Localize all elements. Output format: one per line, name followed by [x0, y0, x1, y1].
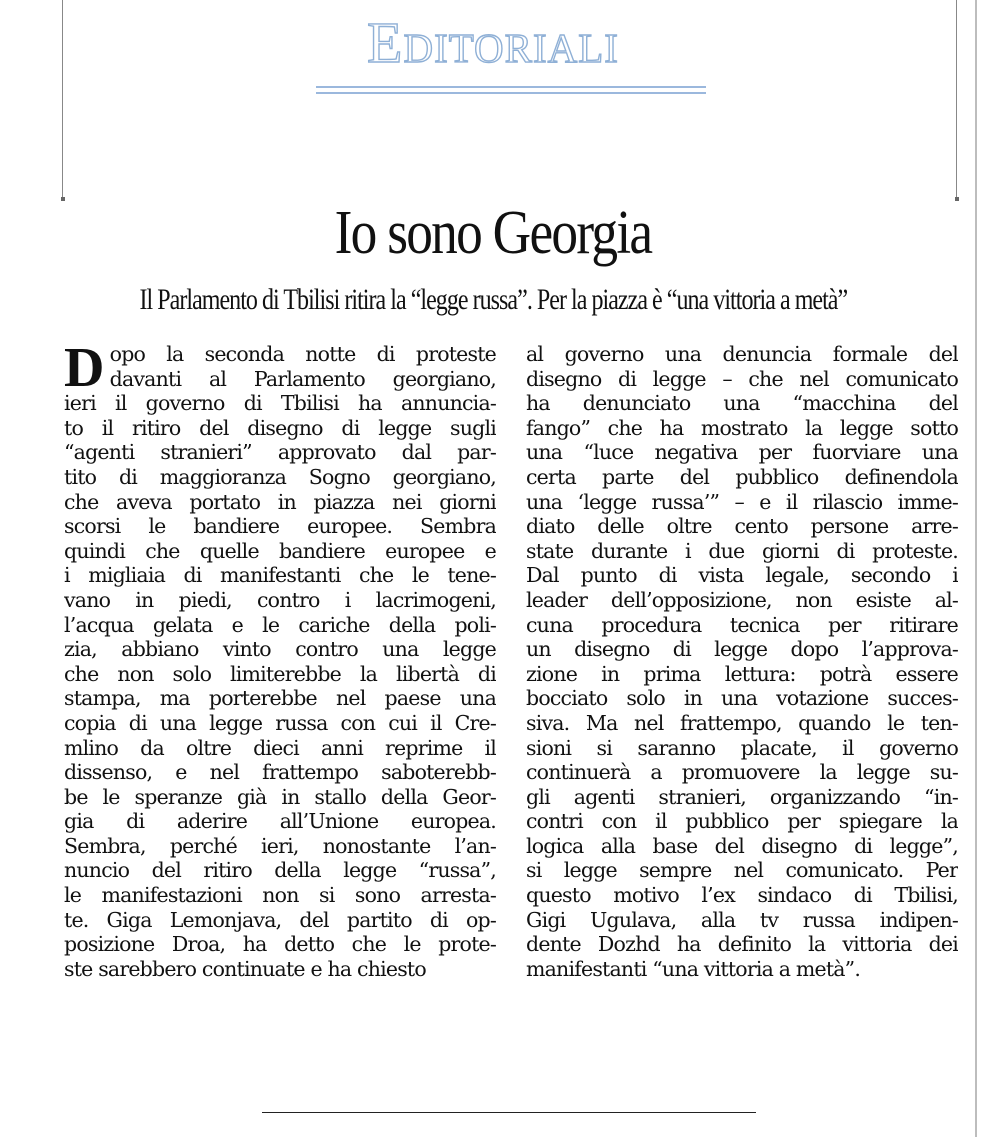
article-line: posizione Droa, ha detto che le prote- — [64, 932, 496, 957]
article-line: bocciato solo in una votazione succes- — [526, 686, 958, 711]
article-line: certa parte del pubblico definendola — [526, 464, 958, 489]
article-line: questo motivo l’ex sindaco di Tbilisi, — [526, 883, 958, 908]
article-line: l’acqua gelata e le cariche della poli- — [64, 612, 496, 637]
article-line: Gigi Ugulava, alla tv russa indipen- — [526, 907, 958, 932]
article-line: gli agenti stranieri, organizzando “in- — [526, 784, 958, 809]
article-line: dente Dozhd ha definito la vittoria dei — [526, 932, 958, 957]
article-line: continuerà a promuovere la legge su- — [526, 760, 958, 785]
article-line: al governo una denuncia formale del — [526, 342, 958, 366]
article-line: logica alla base del disegno di legge”, — [526, 833, 958, 858]
article-line: dissenso, e nel frattempo saboterebb- — [64, 760, 496, 785]
bottom-rule — [262, 1112, 756, 1113]
article-line: gia di aderire all’Unione europea. — [64, 809, 496, 834]
article-line: nuncio del ritiro della legge “russa”, — [64, 858, 496, 883]
subheadline-text: Il Parlamento di Tbilisi ritira la “legge russa”. Per la piazza è “una vittoria a metà” — [139, 283, 847, 316]
article-line: Dal punto di vista legale, secondo i — [526, 563, 958, 588]
article-subheadline — [0, 282, 986, 318]
article-line: mlino da oltre dieci anni reprime il — [64, 735, 496, 760]
article-line: fango” che ha mostrato la legge sotto — [526, 415, 958, 440]
article-line: davanti al Parlamento georgiano, — [109, 366, 496, 391]
page-edge-rule — [975, 0, 977, 1137]
article-headline: Io sono Georgia — [334, 199, 652, 267]
article-line: disegno di legge – che nel comunicato — [526, 366, 958, 391]
article-line: copia di una legge russa con cui il Cre- — [64, 710, 496, 735]
article-line: si legge sempre nel comunicato. Per — [526, 858, 958, 883]
article-line: leader dell’opposizione, non esiste al- — [526, 587, 958, 612]
article-line: che aveva portato in piazza nei giorni — [64, 489, 496, 514]
section-title: Editoriali — [367, 10, 619, 75]
article-column-left — [64, 337, 496, 981]
article-line: sioni si saranno placate, il governo — [526, 735, 958, 760]
article-line: opo la seconda notte di proteste — [109, 342, 496, 366]
article-line: state durante i due giorni di proteste. — [526, 538, 958, 563]
article-column-right — [526, 342, 958, 981]
article-line: ha denunciato una “macchina del — [526, 391, 958, 416]
article-line: vano in piedi, contro i lacrimogeni, — [64, 587, 496, 612]
article-line: scorsi le bandiere europee. Sembra — [64, 514, 496, 539]
article-line: le manifestazioni non si sono arresta- — [64, 883, 496, 908]
article-line: tito di maggioranza Sogno georgiano, — [64, 464, 496, 489]
article-line: siva. Ma nel frattempo, quando le ten- — [526, 710, 958, 735]
article-line: manifestanti “una vittoria a metà”. — [526, 956, 861, 981]
article-line: be le speranze già in stallo della Geor- — [64, 784, 496, 809]
article-line: un disegno di legge dopo l’approva- — [526, 637, 958, 662]
article-line: ste sarebbero continuate e ha chiesto — [64, 956, 426, 981]
article-line: to il ritiro del disegno di legge sugli — [64, 415, 496, 440]
article-line: zia, abbiano vinto contro una legge — [64, 637, 496, 662]
article-line: Sembra, perché ieri, nonostante l’an- — [64, 833, 496, 858]
article-line: te. Giga Lemonjava, del partito di op- — [64, 907, 496, 932]
section-header — [0, 8, 986, 78]
frame-right-tick — [955, 197, 959, 201]
article-line: che non solo limiterebbe la libertà di — [64, 661, 496, 686]
frame-left-tick — [61, 197, 65, 201]
drop-cap: D — [64, 337, 104, 399]
article-line: i migliaia di manifestanti che le tene- — [64, 563, 496, 588]
article-line: stampa, ma porterebbe nel paese una — [64, 686, 496, 711]
article-line: zione in prima lettura: potrà essere — [526, 661, 958, 686]
article-line: “agenti stranieri” approvato dal par- — [64, 440, 496, 465]
article-line: contri con il pubblico per spiegare la — [526, 809, 958, 834]
article-line: diato delle oltre cento persone arre- — [526, 514, 958, 539]
section-underline-top — [316, 86, 706, 88]
article-line: una “luce negativa per fuorviare una — [526, 440, 958, 465]
article-line: una ‘legge russa’” – e il rilascio imme- — [526, 489, 958, 514]
article-line: ieri il governo di Tbilisi ha annuncia- — [64, 391, 496, 416]
article-line: cuna procedura tecnica per ritirare — [526, 612, 958, 637]
article-line: quindi che quelle bandiere europee e — [64, 538, 496, 563]
section-underline-bottom — [316, 92, 706, 94]
